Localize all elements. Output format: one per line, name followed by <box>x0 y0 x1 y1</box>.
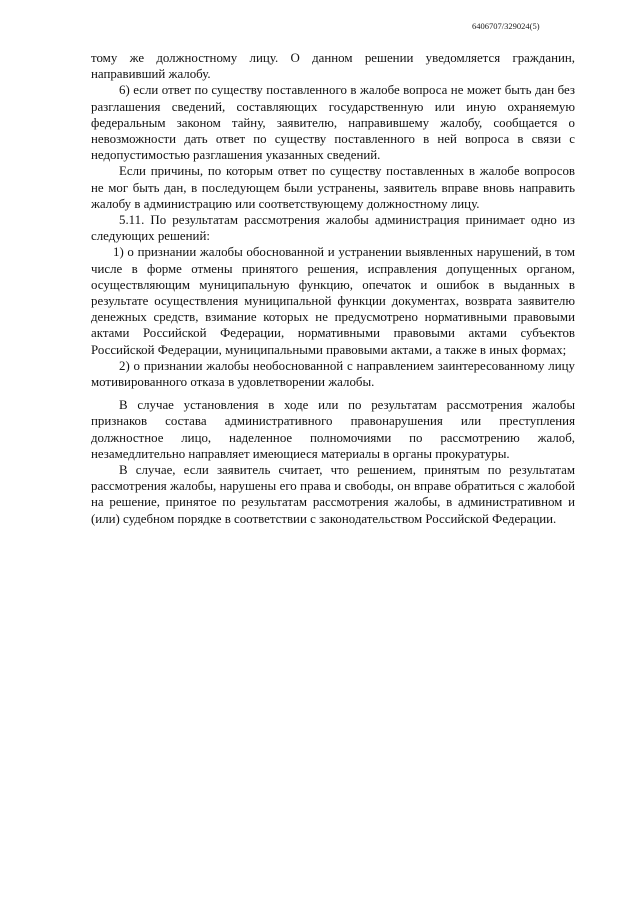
paragraph-decision-1: 1) о признании жалобы обоснованной и устранении выявленных нарушений, в том числе в форме отмены принятого решения, исправления допущенных органом, осуществляющим муниципальную функцию, опечаток и ошибок в выданных в результате осуществления муниципальной функции документах, возврата заявителю денежных средств, взимание которых не предусмотрено нормативными правовыми актами Российской Федерации, нормативными правовыми актами субъектов Российской Федерации, муниципальными правовыми актами, а также в иных формах; <box>91 245 575 357</box>
paragraph-appeal: В случае, если заявитель считает, что решением, принятым по результатам рассмотрения жалобы, нарушены его права и свободы, он вправе обратиться с жалобой на решение, принятое по результатам рассмотрения жалобы, в административном и (или) судебном порядке в соответствии с законодательством Российской Федерации. <box>91 463 575 526</box>
paragraph-reasons-removed: Если причины, по которым ответ по существу поставленных в жалобе вопросов не мог быть дан, в последующем были устранены, заявитель вправе вновь направить жалобу в администрацию или соответствующему должностному лицу. <box>91 164 575 211</box>
document-body <box>91 50 575 527</box>
paragraph-continuation: тому же должностному лицу. О данном решении уведомляется гражданин, направивший жалобу. <box>91 51 575 82</box>
paragraph-prosecution: В случае установления в ходе или по результатам рассмотрения жалобы признаков состава административного правонарушения или преступления должностное лицо, наделенное полномочиями по рассмотрению жалоб, незамедлительно направляет имеющиеся материалы в органы прокуратуры. <box>91 398 575 461</box>
paragraph-section-5-11: 5.11. По результатам рассмотрения жалобы администрация принимает одно из следующих решений: <box>91 213 575 244</box>
paragraph-decision-2: 2) о признании жалобы необоснованной с направлением заинтересованному лицу мотивированного отказа в удовлетворении жалобы. <box>91 358 575 390</box>
paragraph-item-6: 6) если ответ по существу поставленного в жалобе вопроса не может быть дан без разглашения сведений, составляющих государственную или иную охраняемую федеральным законом тайну, заявителю, направившему жалобу, сообщается о невозможности дать ответ по существу поставленного в ней вопроса в связи с недопустимостью разглашения указанных сведений. <box>91 83 575 163</box>
document-id: 6406707/329024(5) <box>472 21 540 31</box>
